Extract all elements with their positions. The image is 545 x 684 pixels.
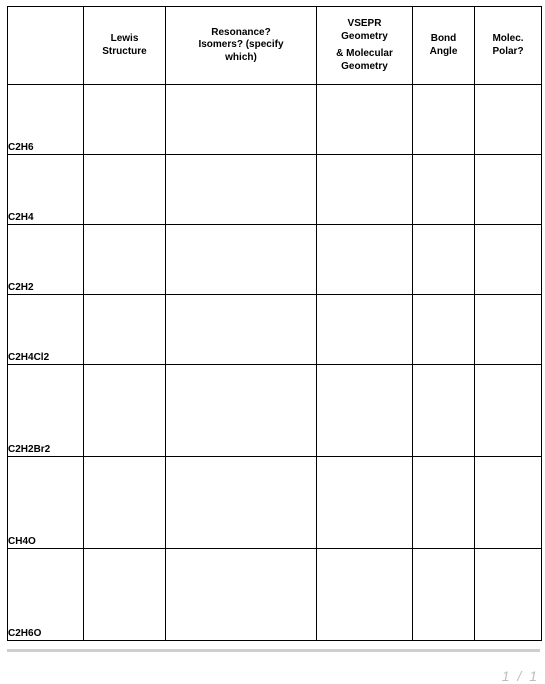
table-row-c2h4	[8, 155, 542, 225]
answer-cell-geometry[interactable]	[317, 365, 413, 457]
header-molecule-polar	[475, 7, 542, 85]
worksheet-table	[7, 6, 542, 641]
answer-cell-resonance[interactable]	[166, 155, 317, 225]
header-resonance-line-3: which)	[225, 51, 257, 63]
answer-cell-polar[interactable]	[475, 225, 542, 295]
header-resonance-line-1: Resonance?	[211, 26, 271, 38]
header-vsepr-geometry	[317, 7, 413, 85]
row-label: C2H2Br2	[8, 365, 84, 457]
table-row-c2h6	[8, 85, 542, 155]
answer-cell-lewis[interactable]	[84, 457, 166, 549]
header-lewis-structure	[84, 7, 166, 85]
table-row-c2h4cl2	[8, 295, 542, 365]
answer-cell-polar[interactable]	[475, 85, 542, 155]
answer-cell-lewis[interactable]	[84, 225, 166, 295]
header-bond-angle	[413, 7, 475, 85]
row-label: CH4O	[8, 457, 84, 549]
answer-cell-resonance[interactable]	[166, 549, 317, 641]
answer-cell-lewis[interactable]	[84, 85, 166, 155]
header-polar-line-1: Molec.	[492, 33, 524, 44]
row-label: C2H2	[8, 225, 84, 295]
answer-cell-polar[interactable]	[475, 155, 542, 225]
page-indicator: 1 / 1	[501, 668, 539, 684]
page-divider	[7, 649, 540, 652]
answer-cell-bond-angle[interactable]	[413, 225, 475, 295]
answer-cell-bond-angle[interactable]	[413, 85, 475, 155]
header-bond-line-2: Angle	[429, 45, 458, 57]
table-row-c2h2	[8, 225, 542, 295]
row-label: C2H4Cl2	[8, 295, 84, 365]
answer-cell-bond-angle[interactable]	[413, 155, 475, 225]
header-resonance-isomers	[166, 7, 317, 85]
table-row-c2h6o	[8, 549, 542, 641]
header-vsepr-line-1: VSEPR	[347, 18, 382, 29]
header-resonance-line-2: Isomers? (specify	[198, 39, 284, 51]
answer-cell-polar[interactable]	[475, 457, 542, 549]
answer-cell-geometry[interactable]	[317, 85, 413, 155]
answer-cell-geometry[interactable]	[317, 549, 413, 641]
answer-cell-geometry[interactable]	[317, 295, 413, 365]
header-row	[8, 7, 542, 85]
row-label: C2H4	[8, 155, 84, 225]
row-label: C2H6O	[8, 549, 84, 641]
header-vsepr-line-4: Geometry	[341, 60, 388, 72]
answer-cell-geometry[interactable]	[317, 225, 413, 295]
answer-cell-geometry[interactable]	[317, 457, 413, 549]
table-row-c2h2br2	[8, 365, 542, 457]
header-polar-line-2: Polar?	[492, 45, 524, 57]
header-vsepr-line-3: & Molecular	[336, 48, 393, 59]
answer-cell-polar[interactable]	[475, 365, 542, 457]
answer-cell-polar[interactable]	[475, 295, 542, 365]
answer-cell-polar[interactable]	[475, 549, 542, 641]
header-blank	[8, 7, 84, 85]
header-vsepr-line-2: Geometry	[341, 30, 388, 42]
row-label: C2H6	[8, 85, 84, 155]
table-row-ch4o	[8, 457, 542, 549]
answer-cell-bond-angle[interactable]	[413, 295, 475, 365]
answer-cell-resonance[interactable]	[166, 225, 317, 295]
answer-cell-bond-angle[interactable]	[413, 549, 475, 641]
header-bond-line-1: Bond	[430, 33, 457, 44]
answer-cell-bond-angle[interactable]	[413, 365, 475, 457]
header-lewis-line-1: Lewis	[110, 33, 139, 44]
answer-cell-resonance[interactable]	[166, 457, 317, 549]
answer-cell-resonance[interactable]	[166, 295, 317, 365]
answer-cell-lewis[interactable]	[84, 549, 166, 641]
answer-cell-lewis[interactable]	[84, 155, 166, 225]
answer-cell-resonance[interactable]	[166, 85, 317, 155]
header-lewis-line-2: Structure	[102, 45, 147, 57]
answer-cell-resonance[interactable]	[166, 365, 317, 457]
answer-cell-lewis[interactable]	[84, 365, 166, 457]
answer-cell-bond-angle[interactable]	[413, 457, 475, 549]
answer-cell-geometry[interactable]	[317, 155, 413, 225]
answer-cell-lewis[interactable]	[84, 295, 166, 365]
